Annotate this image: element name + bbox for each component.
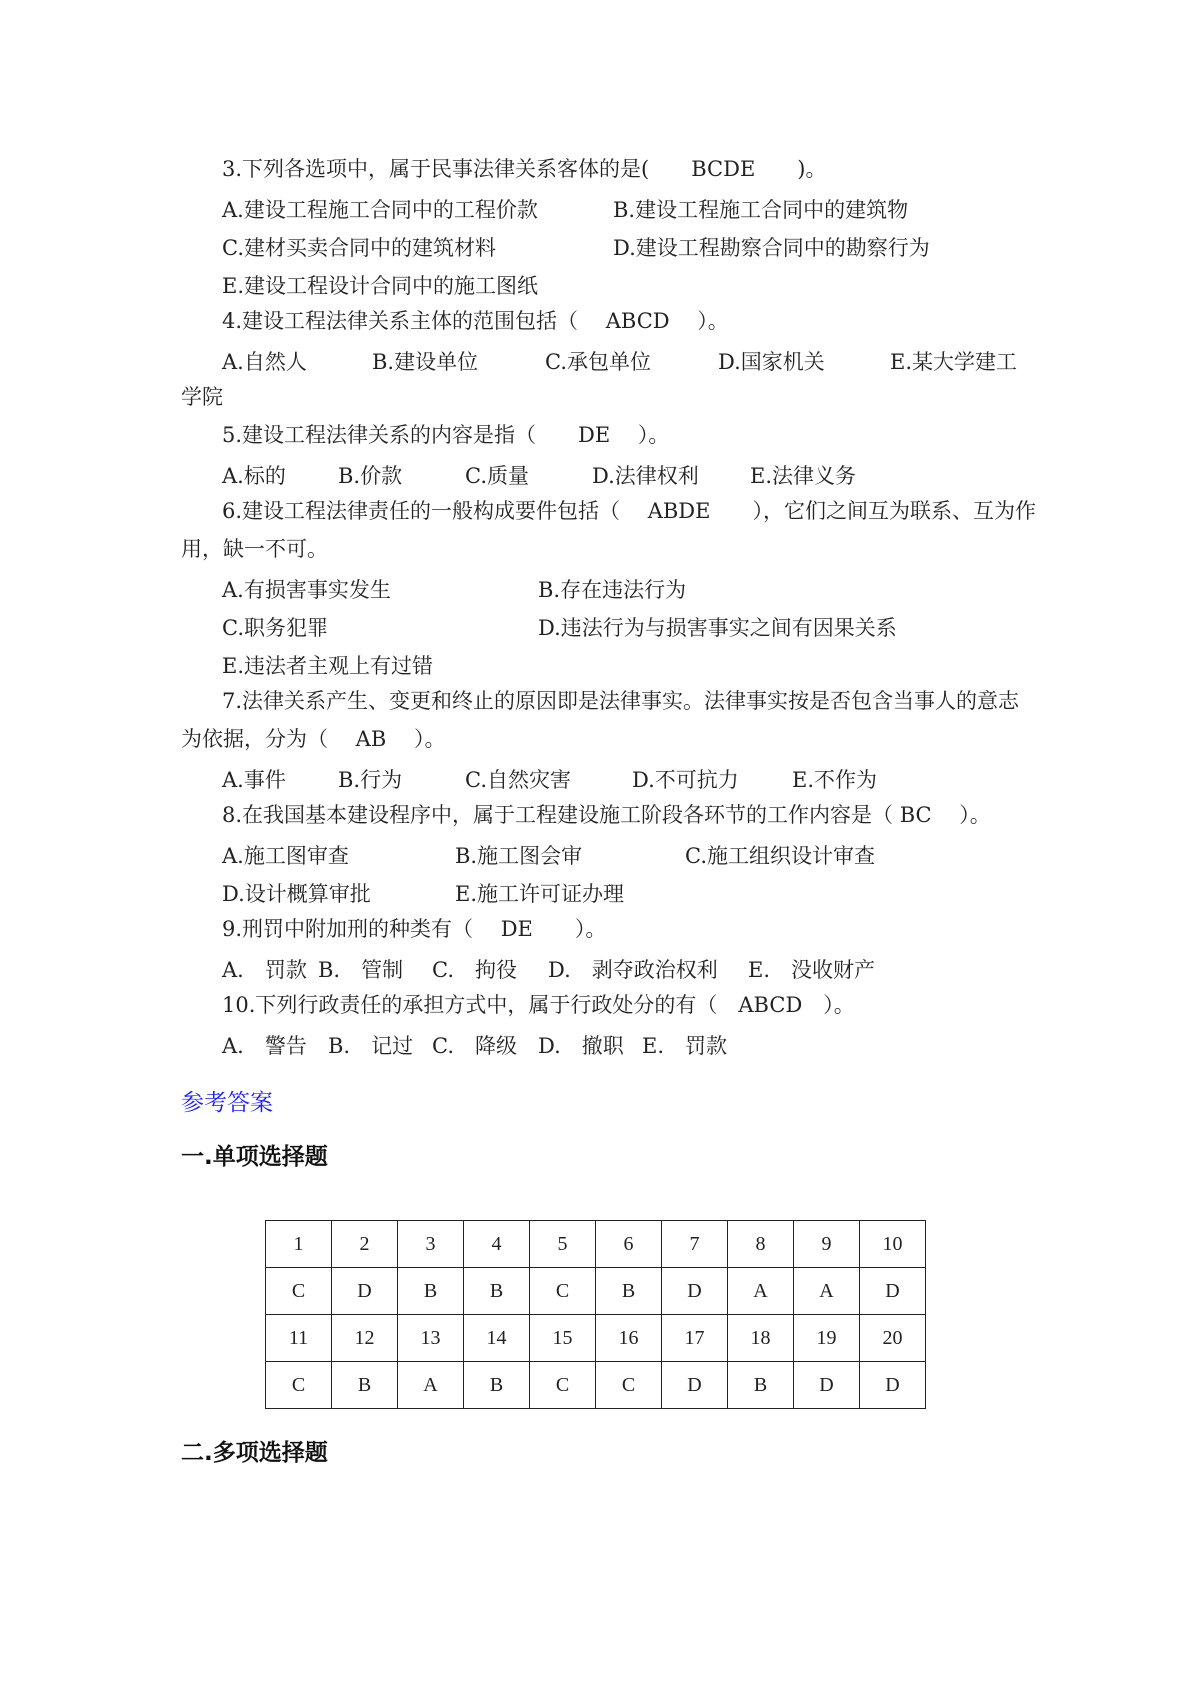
answer-number-cell: 11 — [266, 1315, 332, 1362]
answer-number-cell: 8 — [728, 1221, 794, 1268]
q8-option-e: E.施工许可证办理 — [455, 882, 625, 906]
q6-option-d: D.违法行为与损害事实之间有因果关系 — [538, 616, 897, 640]
question-6-stem-wrap: 用，缺一不可。 — [181, 537, 328, 561]
q9-option-c: C. 拘役 — [432, 958, 517, 982]
q10-option-a: A. 警告 — [222, 1034, 307, 1058]
answer-letter-row — [266, 1362, 926, 1409]
q6-option-c: C.职务犯罪 — [222, 616, 328, 640]
answer-letter-cell: B — [398, 1268, 464, 1315]
answer-letter-cell: D — [332, 1268, 398, 1315]
answer-letter-cell: B — [464, 1268, 530, 1315]
q4-option-a: A.自然人 — [222, 350, 307, 374]
answer-letter-cell: B — [332, 1362, 398, 1409]
answer-number-cell: 15 — [530, 1315, 596, 1362]
answer-number-cell: 7 — [662, 1221, 728, 1268]
q10-option-d: D. 撤职 — [538, 1034, 624, 1058]
q9-option-a: A. 罚款 — [222, 958, 307, 982]
answer-number-cell: 13 — [398, 1315, 464, 1362]
answer-letter-cell: D — [860, 1362, 926, 1409]
q3-option-c: C.建材买卖合同中的建筑材料 — [222, 236, 496, 260]
answer-letter-cell: C — [530, 1268, 596, 1315]
q7-option-b: B.行为 — [338, 768, 403, 792]
q3-option-e: E.建设工程设计合同中的施工图纸 — [222, 274, 539, 298]
q3-option-b: B.建设工程施工合同中的建筑物 — [613, 198, 909, 222]
answer-number-cell: 20 — [860, 1315, 926, 1362]
answer-letter-cell: A — [398, 1362, 464, 1409]
answer-number-cell: 10 — [860, 1221, 926, 1268]
q5-option-e: E.法律义务 — [750, 464, 857, 488]
question-6-stem: 6.建设工程法律责任的一般构成要件包括（ ABDE ），它们之间互为联系、互为作 — [222, 499, 1036, 523]
answer-letter-cell: C — [266, 1362, 332, 1409]
answer-letter-cell: B — [464, 1362, 530, 1409]
answer-number-cell: 14 — [464, 1315, 530, 1362]
answer-number-cell: 4 — [464, 1221, 530, 1268]
answer-letter-row — [266, 1268, 926, 1315]
q3-option-a: A.建设工程施工合同中的工程价款 — [222, 198, 538, 222]
q8-option-c: C.施工组织设计审查 — [685, 844, 875, 868]
q5-option-c: C.质量 — [465, 464, 529, 488]
question-7-stem: 7.法律关系产生、变更和终止的原因即是法律事实。法律事实按是否包含当事人的意志 — [222, 689, 1020, 713]
answer-number-cell: 17 — [662, 1315, 728, 1362]
answer-number-cell: 1 — [266, 1221, 332, 1268]
answer-number-cell: 3 — [398, 1221, 464, 1268]
answer-letter-cell: D — [662, 1362, 728, 1409]
answer-number-cell: 9 — [794, 1221, 860, 1268]
q7-option-a: A.事件 — [222, 768, 286, 792]
q8-option-d: D.设计概算审批 — [222, 882, 371, 906]
q3-option-d: D.建设工程勘察合同中的勘察行为 — [613, 236, 930, 260]
question-4-stem: 4.建设工程法律关系主体的范围包括（ ABCD ）。 — [222, 309, 729, 333]
section-single-choice-heading: 一.单项选择题 — [181, 1144, 328, 1170]
answer-table — [265, 1220, 926, 1409]
answer-letter-cell: C — [596, 1362, 662, 1409]
q9-option-e: E. 没收财产 — [748, 958, 876, 982]
q7-option-e: E.不作为 — [792, 768, 878, 792]
answer-number-cell: 2 — [332, 1221, 398, 1268]
answer-number-cell: 18 — [728, 1315, 794, 1362]
answer-letter-cell: B — [596, 1268, 662, 1315]
q4-option-e: E.某大学建工 — [890, 350, 1018, 374]
answer-letter-cell: A — [728, 1268, 794, 1315]
q9-option-b: B. 管制 — [318, 958, 404, 982]
q5-option-a: A.标的 — [222, 464, 286, 488]
q4-option-d: D.国家机关 — [718, 350, 825, 374]
reference-answers-title: 参考答案 — [181, 1090, 273, 1116]
answer-number-cell: 12 — [332, 1315, 398, 1362]
q6-option-b: B.存在违法行为 — [538, 578, 687, 602]
q4-option-b: B.建设单位 — [372, 350, 479, 374]
q5-option-d: D.法律权利 — [592, 464, 699, 488]
answer-number-cell: 16 — [596, 1315, 662, 1362]
answer-letter-cell: B — [728, 1362, 794, 1409]
answer-letter-cell: A — [794, 1268, 860, 1315]
answer-letter-cell: D — [662, 1268, 728, 1315]
question-8-stem: 8.在我国基本建设程序中，属于工程建设施工阶段各环节的工作内容是（ BC ）。 — [222, 803, 991, 827]
q9-option-d: D. 剥夺政治权利 — [548, 958, 718, 982]
question-5-stem: 5.建设工程法律关系的内容是指（ DE ）。 — [222, 423, 670, 447]
answer-number-row — [266, 1221, 926, 1268]
answer-number-cell: 19 — [794, 1315, 860, 1362]
q5-option-b: B.价款 — [338, 464, 403, 488]
q4-option-e-wrap: 学院 — [181, 385, 223, 409]
q10-option-c: C. 降级 — [432, 1034, 517, 1058]
question-9-stem: 9.刑罚中附加刑的种类有（ DE ）。 — [222, 917, 607, 941]
question-7-stem-wrap: 为依据，分为（ AB ）。 — [181, 727, 446, 751]
question-10-stem: 10.下列行政责任的承担方式中，属于行政处分的有（ ABCD ）。 — [222, 993, 855, 1017]
answer-number-cell: 5 — [530, 1221, 596, 1268]
answer-letter-cell: D — [860, 1268, 926, 1315]
q6-option-a: A.有损害事实发生 — [222, 578, 391, 602]
q10-option-b: B. 记过 — [328, 1034, 414, 1058]
q4-option-c: C.承包单位 — [545, 350, 651, 374]
q8-option-a: A.施工图审查 — [222, 844, 349, 868]
section-multiple-choice-heading: 二.多项选择题 — [181, 1440, 328, 1466]
q7-option-c: C.自然灾害 — [465, 768, 571, 792]
answer-letter-cell: C — [266, 1268, 332, 1315]
q6-option-e: E.违法者主观上有过错 — [222, 654, 434, 678]
answer-number-cell: 6 — [596, 1221, 662, 1268]
answer-number-row — [266, 1315, 926, 1362]
q7-option-d: D.不可抗力 — [632, 768, 739, 792]
q8-option-b: B.施工图会审 — [455, 844, 583, 868]
answer-letter-cell: C — [530, 1362, 596, 1409]
question-3-stem: 3.下列各选项中，属于民事法律关系客体的是( BCDE )。 — [222, 157, 827, 181]
q10-option-e: E. 罚款 — [642, 1034, 728, 1058]
answer-letter-cell: D — [794, 1362, 860, 1409]
